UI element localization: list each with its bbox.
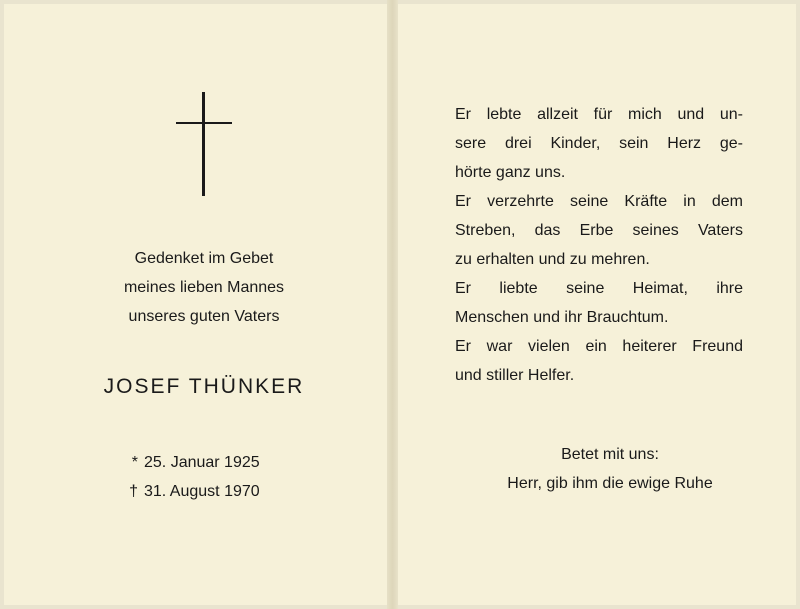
closing-line: Herr, gib ihm die ewige Ruhe (507, 475, 713, 492)
death-row (114, 477, 314, 506)
closing-line: Betet mit uns: (561, 446, 659, 463)
birth-symbol: * (131, 454, 138, 471)
intro-line: Gedenket im Gebet (134, 250, 274, 267)
death-symbol: † (129, 483, 138, 500)
closing-text (440, 440, 780, 498)
birth-date: 25. Januar 1925 (144, 454, 260, 471)
deceased-name: JOSEF THÜNKER (103, 375, 305, 398)
poem-line: Er war vielen ein heiterer Freund (455, 338, 743, 355)
poem-line: Streben, das Erbe seines Vaters (455, 222, 743, 239)
cross-icon (176, 92, 232, 196)
poem-line: Menschen und ihr Brauchtum. (455, 309, 669, 326)
poem-line: hörte ganz uns. (455, 164, 566, 181)
poem-line: Er verzehrte seine Kräfte in dem (455, 193, 743, 210)
poem-line: und stiller Helfer. (455, 367, 575, 384)
poem-line: zu erhalten und zu mehren. (455, 251, 650, 268)
intro-line: meines lieben Mannes (123, 279, 285, 296)
poem-line: Er liebte seine Heimat, ihre (455, 280, 743, 297)
intro-text (64, 244, 344, 331)
death-date: 31. August 1970 (144, 483, 260, 500)
card-fold (387, 0, 398, 609)
intro-line: unseres guten Vaters (128, 308, 280, 325)
life-dates (114, 448, 314, 506)
birth-row (114, 448, 314, 477)
poem-line: Er lebte allzeit für mich und un- (455, 106, 743, 123)
poem-line: sere drei Kinder, sein Herz ge- (455, 135, 743, 152)
poem-text (455, 100, 743, 390)
left-panel (4, 4, 387, 605)
